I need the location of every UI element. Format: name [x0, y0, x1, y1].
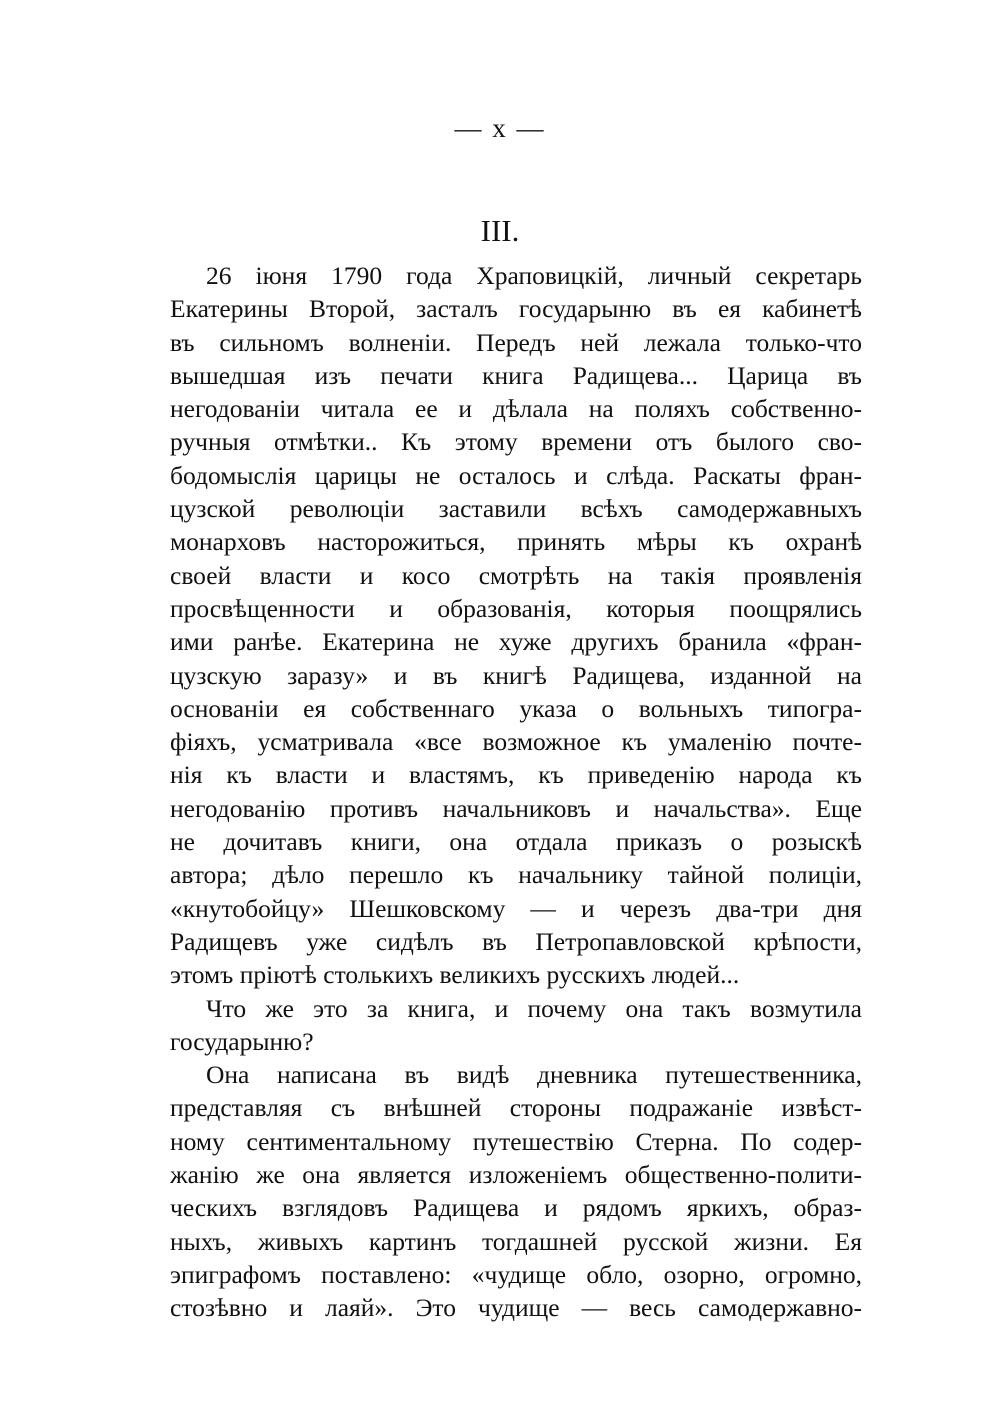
text-line: ручныя отмѣтки.. Къ этому времени отъ былого сво- — [170, 427, 862, 457]
text-line: ими ранѣе. Екатерина не хуже другихъ бранила «фран- — [170, 627, 862, 657]
text-line: своей власти и косо смотрѣть на такія проявленія — [170, 560, 862, 590]
text-line: этомъ пріютѣ столькихъ великихъ русскихъ людей... — [170, 960, 740, 990]
text-line: нія къ власти и властямъ, къ приведенію народа къ — [170, 760, 862, 790]
text-line: стозѣвно и лаяй». Это чудище — весь самодержавно- — [170, 1293, 862, 1323]
text-line: вышедшая изъ печати книга Радищева... Царица въ — [170, 360, 862, 390]
text-line: «кнутобойцу» Шешковскому — и черезъ два-три дня — [170, 893, 862, 923]
text-line: негодованію противъ начальниковъ и начальства». Еще — [170, 793, 862, 823]
text-line: ныхъ, живыхъ картинъ тогдашней русской жизни. Ея — [170, 1226, 862, 1256]
section-heading: III. — [480, 213, 520, 248]
text-line: эпиграфомъ поставлено: «чудище обло, озорно, огромно, — [170, 1259, 862, 1289]
text-line: въ сильномъ волненіи. Передъ ней лежала только-что — [170, 327, 862, 357]
body-text — [170, 259, 862, 1325]
text-line: представляя съ внѣшней стороны подражаніе извѣст- — [170, 1093, 862, 1123]
text-line: бодомыслія царицы не осталось и слѣда. Раскаты фран- — [170, 460, 862, 490]
text-line: жанію же она является изложеніемъ общественно-полити- — [170, 1160, 862, 1190]
text-line: государыню? — [170, 1026, 314, 1056]
text-line: Екатерины Второй, засталъ государыню въ ея кабинетѣ — [170, 294, 862, 324]
page-number: — x — — [454, 113, 546, 143]
text-line: 26 іюня 1790 года Храповицкій, личный секретарь — [206, 261, 862, 290]
text-line: Что же это за книга, и почему она такъ возмутила — [206, 993, 862, 1023]
text-line: Радищевъ уже сидѣлъ въ Петропавловской крѣпости, — [170, 926, 862, 956]
text-line: основаніи ея собственнаго указа о вольныхъ типогра- — [170, 693, 862, 723]
text-line: негодованіи читала ее и дѣлала на поляхъ собственно- — [170, 394, 862, 424]
text-line: фіяхъ, усматривала «все возможное къ умаленію почте- — [170, 727, 862, 757]
text-line: автора; дѣло перешло къ начальнику тайной полиціи, — [170, 860, 862, 890]
text-line: ческихъ взглядовъ Радищева и рядомъ яркихъ, образ- — [170, 1193, 862, 1223]
text-line: цузскую заразу» и въ книгѣ Радищева, изданной на — [170, 660, 862, 690]
text-line: монарховъ насторожиться, принять мѣры къ охранѣ — [170, 527, 862, 557]
text-line: ному сентиментальному путешествію Стерна. По содер- — [170, 1126, 862, 1156]
text-line: не дочитавъ книги, она отдала приказъ о розыскѣ — [170, 827, 862, 857]
text-line: Она написана въ видѣ дневника путешественника, — [206, 1060, 862, 1090]
text-line: просвѣщенности и образованія, которыя поощрялись — [170, 593, 862, 623]
text-line: цузской революціи заставили всѣхъ самодержавныхъ — [170, 494, 862, 524]
